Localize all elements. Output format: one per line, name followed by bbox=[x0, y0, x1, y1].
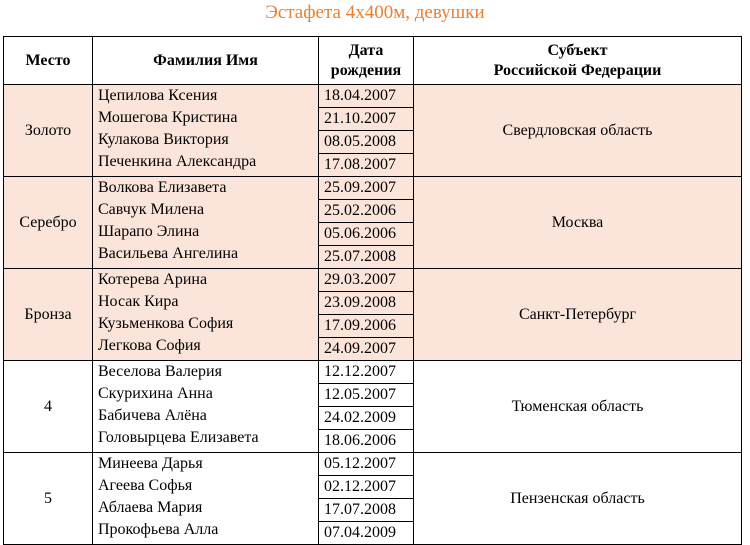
athlete-name: Кузьменкова София bbox=[98, 315, 234, 332]
birth-date: 24.09.2007 bbox=[324, 340, 396, 357]
header-birth-line1: Дата bbox=[348, 41, 384, 59]
table-row bbox=[4, 85, 742, 177]
athlete-name: Минеева Дарья bbox=[98, 455, 203, 472]
birth-date: 12.12.2007 bbox=[319, 361, 413, 384]
header-region-line1: Субъект bbox=[547, 41, 608, 59]
header-place: Место bbox=[4, 37, 93, 85]
athlete-name: Бабичева Алёна bbox=[98, 407, 207, 424]
athlete-names-cell bbox=[93, 269, 319, 361]
birth-date: 18.04.2007 bbox=[319, 85, 413, 108]
birth-date: 02.12.2007 bbox=[319, 476, 413, 499]
athlete-name: Мошегова Кристина bbox=[98, 109, 238, 126]
athlete-name: Прокофьева Алла bbox=[98, 521, 219, 538]
birth-date: 24.02.2009 bbox=[319, 407, 413, 430]
athlete-name: Агеева Софья bbox=[98, 477, 193, 494]
birth-date: 17.07.2008 bbox=[319, 499, 413, 522]
place-cell: Золото bbox=[4, 85, 93, 177]
birth-date: 08.05.2008 bbox=[319, 131, 413, 154]
birth-date: 29.03.2007 bbox=[319, 269, 413, 292]
region-cell: Свердловская область bbox=[414, 85, 742, 177]
birth-date: 23.09.2008 bbox=[319, 292, 413, 315]
athlete-name: Савчук Милена bbox=[98, 201, 205, 218]
birth-dates-cell bbox=[319, 453, 414, 545]
place-cell: Серебро bbox=[4, 177, 93, 269]
page-title: Эстафета 4х400м, девушки bbox=[265, 2, 485, 23]
results-table bbox=[3, 36, 742, 545]
athlete-name: Печенкина Александра bbox=[98, 153, 257, 170]
athlete-name: Котерева Арина bbox=[98, 271, 208, 288]
birth-date: 07.04.2009 bbox=[324, 524, 396, 541]
athlete-name: Скурихина Анна bbox=[98, 385, 213, 402]
birth-dates-cell bbox=[319, 269, 414, 361]
birth-dates-cell bbox=[319, 361, 414, 453]
athlete-name: Носак Кира bbox=[98, 293, 179, 310]
birth-date: 21.10.2007 bbox=[319, 108, 413, 131]
birth-dates-cell bbox=[319, 85, 414, 177]
header-region-line2: Российской Федерации bbox=[493, 61, 662, 79]
athlete-name: Шарапо Элина bbox=[98, 223, 200, 240]
athlete-name: Легкова София bbox=[98, 337, 201, 354]
athlete-name: Аблаева Мария bbox=[98, 499, 203, 516]
birth-date: 05.06.2006 bbox=[319, 223, 413, 246]
birth-date: 25.09.2007 bbox=[319, 177, 413, 200]
table-row bbox=[4, 453, 742, 545]
athlete-names-cell bbox=[93, 361, 319, 453]
athlete-name: Кулакова Виктория bbox=[98, 131, 229, 148]
region-cell: Пензенская область bbox=[414, 453, 742, 545]
place-cell: 5 bbox=[4, 453, 93, 545]
birth-date: 25.07.2008 bbox=[324, 248, 396, 265]
header-name: Фамилия Имя bbox=[93, 37, 319, 85]
athlete-names-cell bbox=[93, 177, 319, 269]
birth-date: 25.02.2006 bbox=[319, 200, 413, 223]
header-row bbox=[4, 37, 742, 85]
birth-date: 18.06.2006 bbox=[324, 432, 396, 449]
place-cell: 4 bbox=[4, 361, 93, 453]
region-cell: Тюменская область bbox=[414, 361, 742, 453]
athlete-names-cell bbox=[93, 453, 319, 545]
region-cell: Москва bbox=[414, 177, 742, 269]
athlete-names-cell bbox=[93, 85, 319, 177]
table-row bbox=[4, 177, 742, 269]
table-row bbox=[4, 269, 742, 361]
birth-date: 17.08.2007 bbox=[324, 156, 396, 173]
athlete-name: Цепилова Ксения bbox=[98, 87, 218, 104]
region-cell: Санкт-Петербург bbox=[414, 269, 742, 361]
birth-dates-cell bbox=[319, 177, 414, 269]
birth-date: 17.09.2006 bbox=[319, 315, 413, 338]
birth-date: 12.05.2007 bbox=[319, 384, 413, 407]
athlete-name: Васильева Ангелина bbox=[98, 245, 239, 262]
athlete-name: Веселова Валерия bbox=[98, 363, 222, 380]
header-region bbox=[414, 37, 742, 85]
athlete-name: Головырцева Елизавета bbox=[98, 429, 259, 446]
header-birth-line2: рождения bbox=[330, 61, 402, 79]
birth-date: 05.12.2007 bbox=[319, 453, 413, 476]
header-birth-date bbox=[319, 37, 414, 85]
athlete-name: Волкова Елизавета bbox=[98, 179, 227, 196]
results-body bbox=[4, 85, 742, 545]
place-cell: Бронза bbox=[4, 269, 93, 361]
table-row bbox=[4, 361, 742, 453]
